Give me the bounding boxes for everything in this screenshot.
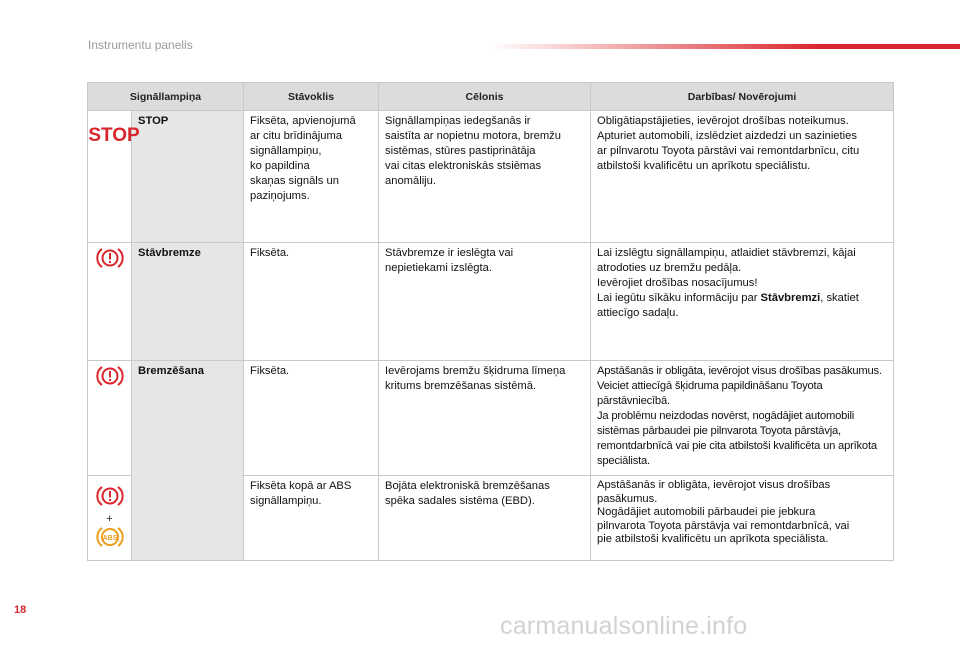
signal-name: Bremzēšana bbox=[132, 361, 244, 561]
header-state: Stāvoklis bbox=[244, 83, 379, 111]
text-line: nepietiekami izslēgta. bbox=[385, 262, 492, 274]
text-line: attiecīgo sadaļu. bbox=[597, 307, 679, 319]
action-cell bbox=[591, 476, 894, 561]
state-cell bbox=[244, 361, 379, 476]
text-line: sistēmas pārbaudei pie pilnvarota Toyota pārstāvja, bbox=[597, 425, 841, 437]
state-cell bbox=[244, 476, 379, 561]
text-line: speciālista. bbox=[597, 455, 650, 467]
text-line: Nogādājiet automobili pārbaudei pie jebkura bbox=[597, 506, 816, 518]
text-line: pilnvarota Toyota pārstāvja vai remontdarbnīcā, vai bbox=[597, 519, 850, 532]
plus-sign: + bbox=[106, 513, 113, 525]
action-cell bbox=[591, 361, 894, 476]
text-line: anomāliju. bbox=[385, 175, 436, 187]
text-line: Apstāšanās ir obligāta, ievērojot visus drošības bbox=[597, 479, 831, 491]
text-line: Fiksēta kopā ar ABS bbox=[250, 480, 352, 492]
action-cell bbox=[591, 243, 894, 361]
text-line: sistēmas, stūres pastiprinātāja bbox=[385, 145, 536, 157]
text-line: signāllampiņu, bbox=[250, 145, 322, 157]
state-cell bbox=[244, 243, 379, 361]
text-line: Obligātiapstājieties, ievērojot drošības noteikumus. bbox=[597, 115, 849, 127]
table-header-row bbox=[88, 83, 894, 111]
text-line: skaņas signāls un bbox=[250, 175, 339, 187]
section-title: Instrumentu panelis bbox=[88, 38, 193, 52]
header-action: Darbības/ Novērojumi bbox=[591, 83, 894, 111]
icon-cell bbox=[88, 111, 140, 243]
text-line: Fiksēta. bbox=[250, 365, 290, 377]
header-signal: Signāllampiņa bbox=[88, 83, 244, 111]
text-line: spēka sadales sistēma (EBD). bbox=[385, 495, 535, 507]
text-span: , skatiet bbox=[820, 292, 859, 304]
text-line: Veiciet attiecīgā šķidruma papildināšanu Toyota pārstāvniecībā. bbox=[597, 380, 823, 407]
cause-cell bbox=[379, 476, 591, 561]
abs-icon-text: ABS bbox=[102, 535, 117, 542]
text-line: pasākumus. bbox=[597, 492, 658, 505]
section-reference: Stāvbremzi bbox=[760, 292, 821, 304]
brake-warning-icon bbox=[96, 484, 124, 508]
table-row bbox=[88, 111, 894, 243]
text-line: atrodoties uz bremžu pedāļa. bbox=[597, 262, 742, 274]
text-span: Lai iegūtu sīkāku informāciju par bbox=[597, 292, 761, 304]
header-accent-bar bbox=[490, 44, 960, 49]
cause-cell bbox=[379, 111, 591, 243]
state-cell bbox=[244, 111, 379, 243]
stop-icon-text: STOP bbox=[88, 125, 140, 146]
watermark: carmanualsonline.info bbox=[500, 612, 748, 640]
signal-name: STOP bbox=[132, 111, 244, 243]
table-row bbox=[88, 361, 894, 476]
icon-cell bbox=[88, 243, 132, 361]
text-line: saistīta ar nopietnu motora, bremžu bbox=[385, 130, 561, 142]
text-line: ar citu brīdinājuma bbox=[250, 130, 343, 142]
text-line bbox=[597, 291, 887, 306]
brake-warning-icon bbox=[96, 246, 124, 270]
signal-name: Stāvbremze bbox=[132, 243, 244, 361]
text-line: paziņojums. bbox=[250, 190, 310, 202]
text-line: Ja problēmu neizdodas novērst, nogādājiet automobili bbox=[597, 410, 855, 422]
abs-icon bbox=[96, 525, 124, 549]
warning-lights-table bbox=[87, 82, 894, 561]
text-line: vai citas elektroniskās stsiēmas bbox=[385, 160, 542, 172]
text-line: Lai izslēgtu signāllampiņu, atlaidiet stāvbremzi, kājai bbox=[597, 247, 856, 259]
table-row bbox=[88, 243, 894, 361]
icon-cell bbox=[88, 361, 132, 476]
stop-icon bbox=[88, 124, 140, 146]
text-line: Apstāšanās ir obligāta, ievērojot visus drošības pasākumus. bbox=[597, 365, 882, 377]
text-line: Ievērojams bremžu šķidruma līmeņa bbox=[385, 365, 566, 377]
text-line: kritums bremzēšanas sistēmā. bbox=[385, 380, 537, 392]
text-line: Signāllampiņas iedegšanās ir bbox=[385, 115, 531, 127]
text-line: Fiksēta. bbox=[250, 247, 290, 259]
text-line: atbilstoši kvalificētu un aprīkotu speciālistu. bbox=[597, 160, 811, 172]
brake-warning-icon bbox=[96, 364, 124, 388]
text-line: Apturiet automobili, izslēdziet aizdedzi un sazinieties bbox=[597, 130, 857, 142]
cause-cell bbox=[379, 243, 591, 361]
text-line: remontdarbnīcā vai pie cita atbilstoši kvalificēta un aprīkota bbox=[597, 440, 877, 452]
text-line: Ievērojiet drošības nosacījumus! bbox=[597, 277, 758, 289]
icon-cell bbox=[88, 476, 132, 561]
text-line: pie atbilstoši kvalificētu un aprīkota speciālista. bbox=[597, 533, 829, 545]
text-line: Bojāta elektroniskā bremzēšanas bbox=[385, 480, 550, 492]
cause-cell bbox=[379, 361, 591, 476]
text-line: ko papildina bbox=[250, 160, 310, 172]
text-line: signāllampiņu. bbox=[250, 495, 322, 507]
action-cell bbox=[591, 111, 894, 243]
page-number: 18 bbox=[14, 604, 27, 616]
text-line: Fiksēta, apvienojumā bbox=[250, 115, 356, 127]
text-line: Stāvbremze ir ieslēgta vai bbox=[385, 247, 514, 259]
text-line: ar pilnvarotu Toyota pārstāvi vai remontdarbnīcu, citu bbox=[597, 145, 860, 157]
header-cause: Cēlonis bbox=[379, 83, 591, 111]
